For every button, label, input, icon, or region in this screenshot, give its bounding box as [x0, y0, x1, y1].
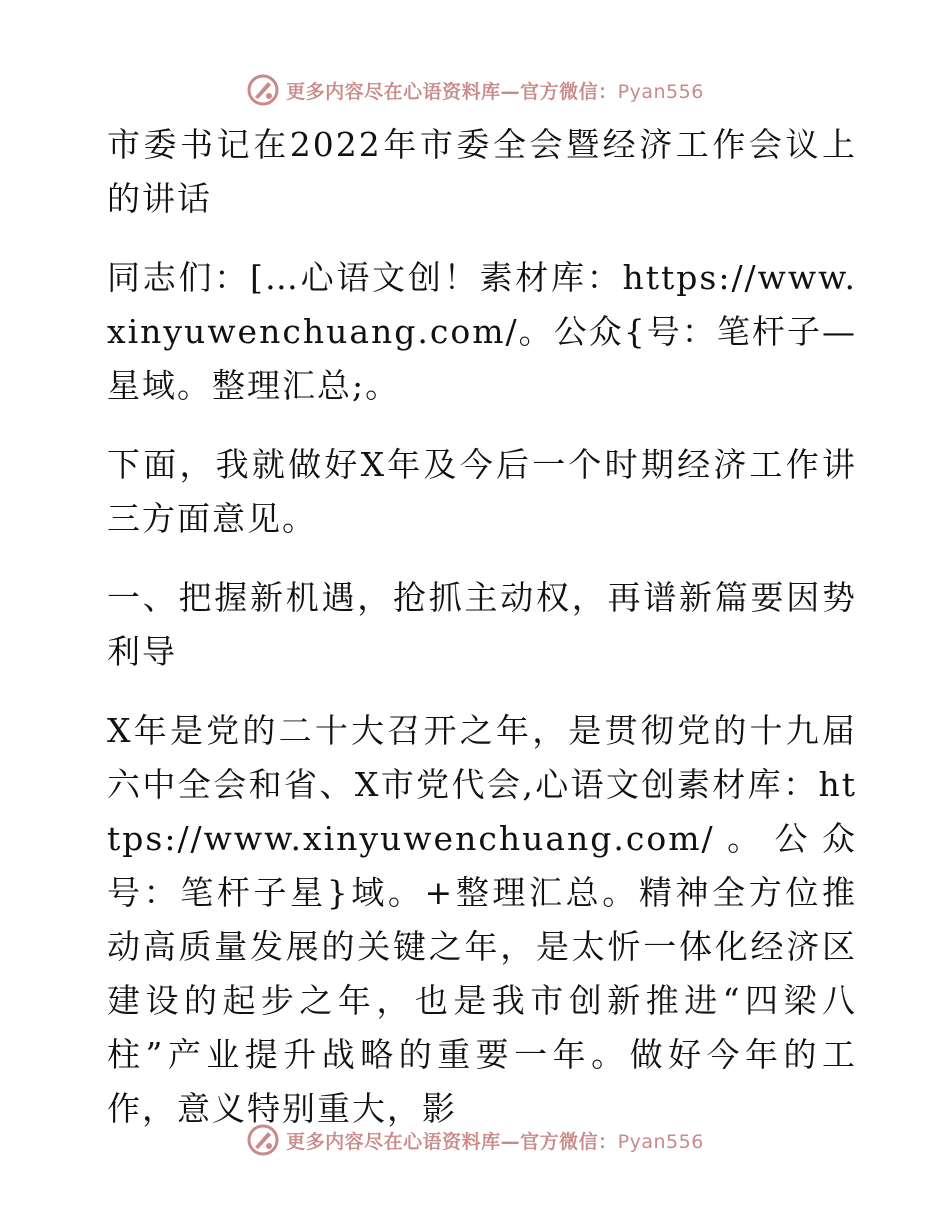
watermark-text: 更多内容尽在心语资料库—官方微信：Pyan556 — [286, 80, 704, 103]
watermark-text: 更多内容尽在心语资料库—官方微信：Pyan556 — [286, 1130, 704, 1153]
paragraph-body: X年是党的二十大召开之年，是贯彻党的十九届六中全会和省、X市党代会,心语文创素材库：https://www.xinyuwenchuang.com/。公众号：笔杆子星}域。+整理汇总。精神全方位推动高质量发展的关键之年，是太忻一体化经济区建设的起步之年，也是我市创新推进“四梁八柱”产业提升战略的重要一年。做好今年的工作，意义特别重大，影 — [107, 711, 857, 1128]
paragraph-greeting: 同志们：[…心语文创！素材库：https://www.xinyuwenchuang.com/。公众{号：笔杆子—星域。整理汇总;。 — [107, 258, 857, 405]
section-heading: 一、把握新机遇，抢抓主动权，再谱新篇要因势利导 — [107, 578, 857, 671]
document-title: 市委书记在2022年市委全会暨经济工作会议上的讲话 — [107, 125, 857, 218]
pen-seal-icon — [246, 1123, 280, 1157]
header-watermark — [0, 70, 950, 110]
pen-seal-icon — [246, 73, 280, 107]
document-body — [97, 118, 857, 1136]
paragraph-intro: 下面，我就做好X年及今后一个时期经济工作讲三方面意见。 — [107, 445, 857, 538]
footer-watermark — [0, 1120, 950, 1160]
